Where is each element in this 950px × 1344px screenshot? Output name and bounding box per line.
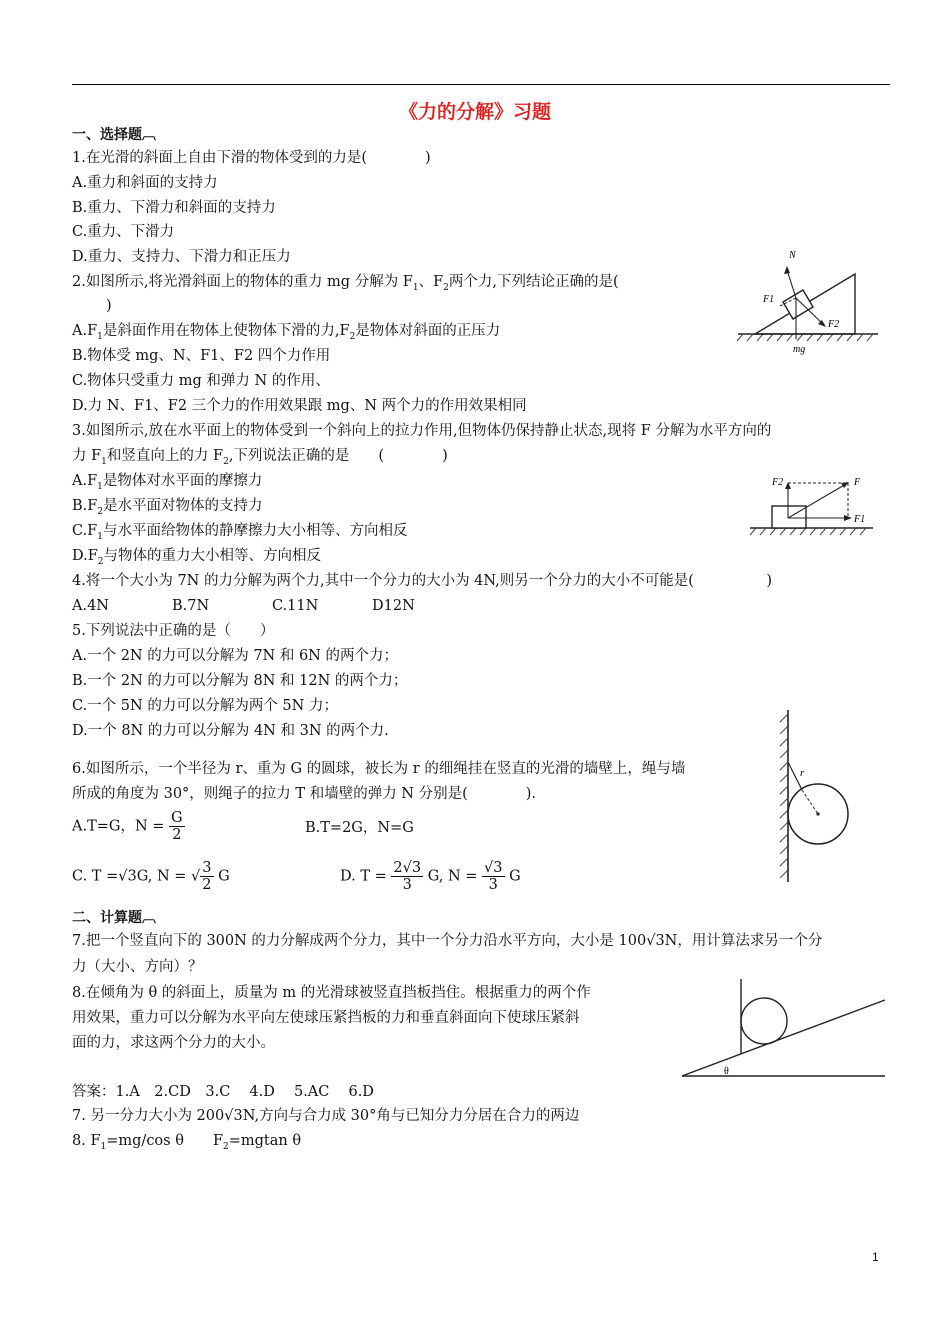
q1-option-c: C.重力、下滑力 xyxy=(72,224,175,240)
q5-option-b: B.一个 2N 的力可以分解为 8N 和 12N 的两个力； xyxy=(72,673,408,689)
q2-option-b: B.物体受 mg、N、F1、F2 四个力作用 xyxy=(72,348,331,364)
q4-option-a: A.4N xyxy=(72,598,109,614)
fig8-label-theta: θ xyxy=(724,1066,729,1077)
q2-stem: 2.如图所示,将光滑斜面上的物体的重力 mg 分解为 $F_1$、$F_2$两个力,下列结论正确的是( xyxy=(72,274,619,293)
q4-option-c: C.11N xyxy=(272,598,319,614)
q2-option-c: C.物体只受重力 mg 和弹力 N 的作用、 xyxy=(72,373,330,389)
q6-stem-cont: 所成的角度为 30°，则绳子的拉力 T 和墙壁的弹力 N 分别是( ). xyxy=(72,786,537,802)
section-heading-calc: 二、计算题︹ xyxy=(72,910,156,926)
page-title: 《力的分解》习题 xyxy=(398,101,551,123)
fig2-label-n: N xyxy=(789,250,796,261)
answers-line-2: 7. 另一分力大小为 200√3N,方向与合力成 30°角与已知分力分居在合力的两边 xyxy=(72,1108,580,1124)
q6-stem: 6.如图所示，一个半径为 r、重为 G 的圆球，被长为 r 的细绳挂在竖直的光滑的墙壁上，绳与墙 xyxy=(72,761,686,777)
q6-option-d: D. T = $\frac{2√3}{3}$ G, N = $\frac{√3}{3}$ G xyxy=(340,860,521,893)
q5-option-a: A.一个 2N 的力可以分解为 7N 和 6N 的两个力； xyxy=(72,648,398,664)
q8-stem-2: 用效果，重力可以分解为水平向左使球压紧挡板的力和垂直斜面向下使球压紧斜 xyxy=(72,1010,580,1026)
q1-option-a: A.重力和斜面的支持力 xyxy=(72,175,218,191)
q5-stem: 5.下列说法中正确的是（ ） xyxy=(72,623,275,639)
q6-option-a: A.T=G，N = $\frac{G}{2}$ xyxy=(72,810,183,843)
fig3-label-f1: F1 xyxy=(854,514,866,525)
q6-wall-ball-figure xyxy=(776,708,856,886)
q5-option-c: C.一个 5N 的力可以分解为两个 5N 力； xyxy=(72,698,338,714)
page-number: 1 xyxy=(872,1250,879,1264)
fig3-label-f: F xyxy=(854,477,861,488)
answers-line-3: 8. $F_1=mg/\cos$ θ $F_2=mgtan$ θ xyxy=(72,1133,302,1152)
fig2-label-f1: F1 xyxy=(763,294,775,305)
q3-stem: 3.如图所示,放在水平面上的物体受到一个斜向上的拉力作用,但物体仍保持静止状态,现将 F 分解为水平方向的 xyxy=(72,423,772,439)
q4-option-d: D12N xyxy=(372,598,415,614)
fig6-label-r: r xyxy=(800,767,805,779)
fig3-label-f2: F2 xyxy=(772,477,784,488)
q4-option-b: B.7N xyxy=(172,598,210,614)
q2-option-d: D.力 N、F1、F2 三个力的作用效果跟 mg、N 两个力的作用效果相同 xyxy=(72,398,527,414)
q3-option-c: $C.F_1$与水平面给物体的静摩擦力大小相等、方向相反 xyxy=(72,523,408,542)
q3-stem-cont: 力 $F_1$和竖直向上的力 $F_2$,下列说法正确的是 ( ) xyxy=(72,448,448,467)
header-rule xyxy=(72,84,890,85)
q1-stem: 1.在光滑的斜面上自由下滑的物体受到的力是( ) xyxy=(72,150,431,166)
q3-option-d: $D.F_2$与物体的重力大小相等、方向相反 xyxy=(72,548,322,567)
q8-stem-3: 面的力，求这两个分力的大小。 xyxy=(72,1035,275,1051)
answers-line-1: 答案：1.A 2.CD 3.C 4.D 5.AC 6.D xyxy=(72,1084,374,1100)
q6-option-c: C. T =√3G, N = √ $\frac{3}{2}$ G xyxy=(72,860,230,893)
q3-option-a: $A.F_1$是物体对水平面的摩擦力 xyxy=(72,473,263,492)
q8-incline-ball-figure xyxy=(680,975,890,1085)
q3-block-figure xyxy=(748,470,878,542)
q4-stem: 4.将一个大小为 7N 的力分解为两个力,其中一个分力的大小为 4N,则另一个分力的大小不可能是( ) xyxy=(72,573,773,589)
q7-stem-cont: 力（大小、方向）？ xyxy=(72,959,203,975)
q6-option-b: B.T=2G，N=G xyxy=(305,820,414,836)
q1-option-d: D.重力、支持力、下滑力和正压力 xyxy=(72,249,291,265)
section-heading-choice: 一、选择题︹ xyxy=(72,127,156,143)
q2-stem-cont: ) xyxy=(106,298,112,314)
anchor-icon: ︹ xyxy=(142,910,156,926)
q7-stem: 7.把一个竖直向下的 300N 的力分解成两个分力，其中一个分力沿水平方向，大小是 100√3N，用计算法求另一个分 xyxy=(72,933,823,949)
fig2-label-mg: mg xyxy=(793,344,806,355)
q1-option-b: B.重力、下滑力和斜面的支持力 xyxy=(72,200,276,216)
q3-option-b: $B.F_2$是水平面对物体的支持力 xyxy=(72,498,263,517)
q5-option-d: D.一个 8N 的力可以分解为 4N 和 3N 的两个力. xyxy=(72,723,389,739)
fig2-label-f2: F2 xyxy=(828,319,840,330)
q2-incline-figure xyxy=(733,244,883,356)
q2-option-a: $A.F_1$是斜面作用在物体上使物体下滑的力$,F_2$是物体对斜面的正压力 xyxy=(72,323,501,342)
q8-stem-1: 8.在倾角为 θ 的斜面上，质量为 m 的光滑球被竖直挡板挡住。根据重力的两个作 xyxy=(72,985,591,1001)
anchor-icon: ︹ xyxy=(142,127,156,143)
